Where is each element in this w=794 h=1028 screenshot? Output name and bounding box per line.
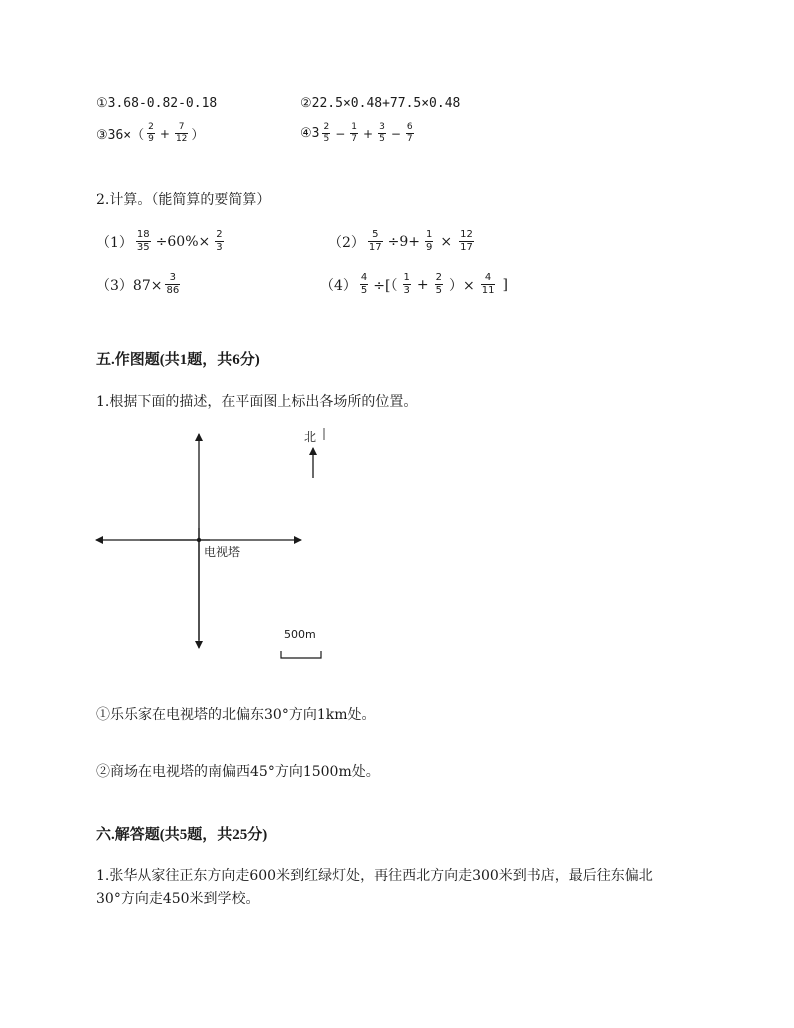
minus-sign: − <box>390 126 401 141</box>
operator-text: ÷[（ <box>373 277 398 294</box>
section-6-question-1-line-1: 1.张华从家往正东方向走600米到红绿灯处，再往西北方向走300米到书店，最后往东偏北 <box>96 868 653 884</box>
calc2-problem-2 <box>328 229 477 254</box>
north-label: 北 <box>304 430 317 444</box>
calc1-problem-4 <box>300 122 417 145</box>
section-5-item-2: ②商场在电视塔的南偏西45°方向1500m处。 <box>96 764 380 780</box>
calc2-problem-3 <box>96 272 183 297</box>
problem-label: （1） <box>96 234 133 251</box>
tv-tower-label: 电视塔 <box>204 545 241 559</box>
operator-text: ÷9+ <box>387 233 421 250</box>
fraction: $\frac{2}{3}$ <box>216 229 223 253</box>
calc1-p4-label: ④3 <box>300 126 320 141</box>
plus-sign: + <box>363 126 374 141</box>
minus-sign: − <box>335 126 346 141</box>
calc1-p3-label: ③36×（ <box>96 128 145 143</box>
calc1-problem-2: ②22.5×0.48+77.5×0.48 <box>300 96 461 111</box>
plus-sign: + <box>159 126 170 141</box>
scale-label: 500m <box>284 628 316 641</box>
calc1-problem-3 <box>96 122 204 145</box>
calc2-problem-4 <box>320 272 508 297</box>
times-sign: × <box>440 233 453 250</box>
section-5-item-1: ①乐乐家在电视塔的北偏东30°方向1km处。 <box>96 707 376 723</box>
fraction: $\frac{3}{5}$ <box>379 122 385 144</box>
fraction: $\frac{2}{5}$ <box>323 122 330 144</box>
close-bracket: ] <box>502 276 508 293</box>
fraction: $\frac{7}{12}$ <box>175 122 188 144</box>
operator-text: ）× <box>448 277 475 294</box>
fraction: $\frac{2}{9}$ <box>148 122 154 144</box>
fraction: $\frac{6}{7}$ <box>406 122 413 144</box>
plus-sign: + <box>416 276 429 293</box>
section-5-question-1: 1.根据下面的描述，在平面图上标出各场所的位置。 <box>96 394 418 410</box>
fraction: $\frac{18}{35}$ <box>136 229 150 253</box>
fraction: $\frac{12}{17}$ <box>460 229 473 253</box>
section-5-title: 五.作图题(共1题，共6分) <box>96 352 260 368</box>
section-6-question-1-line-2: 30°方向走450米到学校。 <box>96 891 260 907</box>
fraction: $\frac{4}{5}$ <box>360 272 368 296</box>
fraction: $\frac{5}{17}$ <box>368 229 382 253</box>
section-6-title: 六.解答题(共5题，共25分) <box>96 827 268 843</box>
close-paren: ） <box>191 128 205 143</box>
problem-label: （2） <box>328 234 365 251</box>
fraction: $\frac{1}{3}$ <box>403 272 410 296</box>
problem-label: （3）87× <box>96 277 163 294</box>
fraction: $\frac{4}{11}$ <box>481 272 495 296</box>
fraction: $\frac{1}{7}$ <box>351 122 358 144</box>
fraction: $\frac{2}{5}$ <box>435 272 442 296</box>
scale-bar <box>281 651 321 658</box>
fraction: $\frac{1}{9}$ <box>426 229 433 253</box>
calc2-problem-1 <box>96 229 227 254</box>
operator-text: ÷60%× <box>155 233 211 250</box>
calc2-heading: 2.计算。（能简算的要简算） <box>96 192 271 208</box>
fraction: $\frac{3}{86}$ <box>166 272 180 296</box>
calc1-problem-1: ①3.68-0.82-0.18 <box>96 96 218 111</box>
problem-label: （4） <box>320 277 357 294</box>
tv-tower-point <box>197 538 201 542</box>
